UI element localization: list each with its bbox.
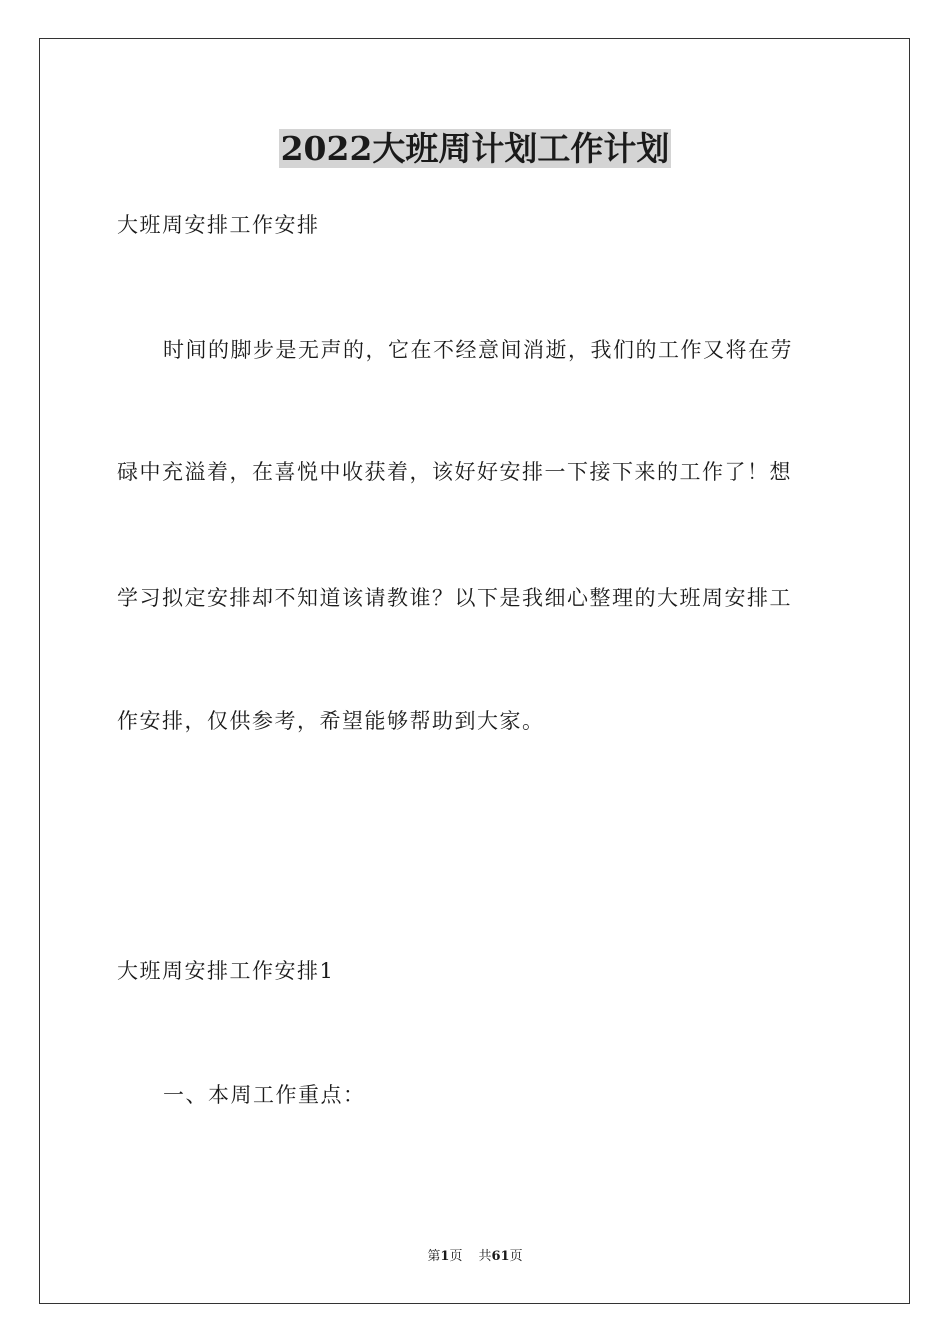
section-item: 一、本周工作重点： <box>163 1083 366 1107</box>
section-heading: 大班周安排工作安排1 <box>117 959 335 983</box>
document-subtitle: 大班周安排工作安排 <box>117 213 320 237</box>
document-title-text: 2022大班周计划工作计划 <box>280 129 670 168</box>
intro-line-3: 学习拟定安排却不知道该请教谁？以下是我细心整理的大班周安排工 <box>117 586 792 610</box>
page-prefix: 第 <box>427 1249 441 1264</box>
total-prefix: 共 <box>478 1249 492 1264</box>
intro-line-4: 作安排，仅供参考，希望能够帮助到大家。 <box>117 709 545 733</box>
page-total: 61 <box>491 1249 510 1264</box>
intro-line-2: 碌中充溢着，在喜悦中收获着，该好好安排一下接下来的工作了！想 <box>117 460 792 484</box>
document-title <box>0 128 950 170</box>
total-suffix: 页 <box>509 1249 523 1264</box>
page-footer <box>0 1248 950 1266</box>
page-current: 1 <box>440 1249 450 1264</box>
intro-line-1: 时间的脚步是无声的，它在不经意间消逝，我们的工作又将在劳 <box>163 338 793 362</box>
page-suffix: 页 <box>449 1249 463 1264</box>
